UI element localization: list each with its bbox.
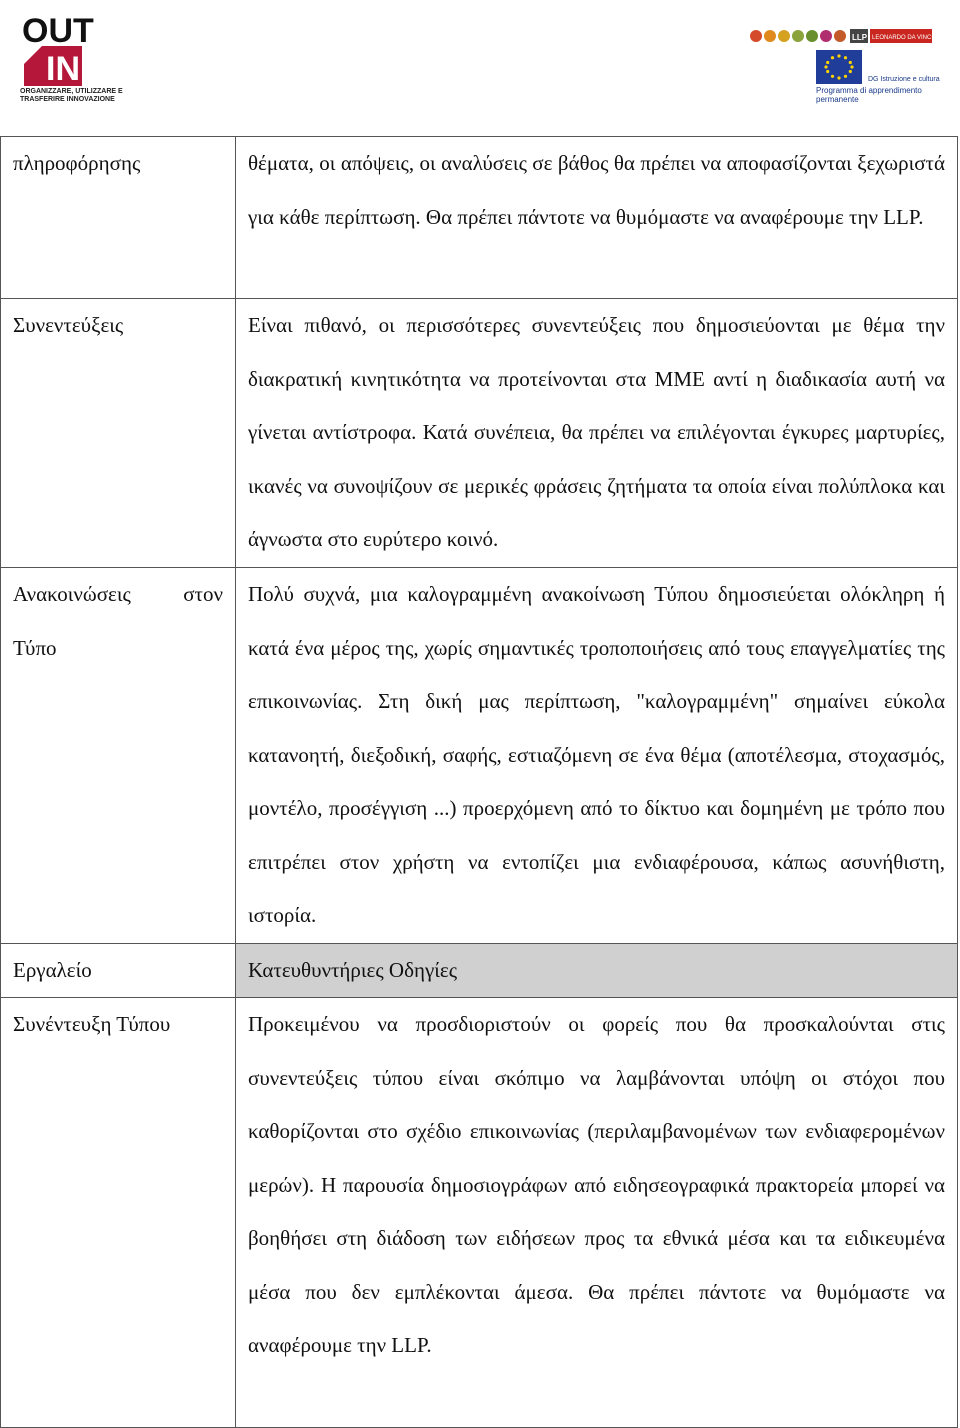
row-label bbox=[1, 568, 236, 944]
row-label-part: στον bbox=[183, 582, 223, 606]
outin-tagline: ORGANIZZARE, UTILIZZARE E TRASFERIRE INNOVAZIONE bbox=[20, 88, 123, 103]
row-label: πληροφόρησης bbox=[1, 137, 236, 299]
eu-program-logo bbox=[816, 50, 940, 108]
table-row bbox=[1, 998, 958, 1428]
outin-word-out: OUT bbox=[22, 12, 94, 50]
llp-logo-strip bbox=[748, 26, 934, 46]
row-label-part: Ανακοινώσεις bbox=[13, 582, 131, 606]
row-label-line bbox=[13, 568, 223, 622]
table-row bbox=[1, 137, 958, 299]
eu-program-caption bbox=[816, 86, 922, 104]
row-label-part: Τύπο bbox=[13, 635, 57, 660]
table-row bbox=[1, 299, 958, 568]
eu-dg-label: DG Istruzione e cultura bbox=[868, 76, 940, 83]
row-label: Εργαλείο bbox=[1, 943, 236, 998]
row-text: Κατευθυντήριες Οδηγίες bbox=[236, 943, 958, 998]
eu-caption-line1: Programma di apprendimento bbox=[816, 86, 922, 95]
row-text: Είναι πιθανό, οι περισσότερες συνεντεύξεις που δημοσιεύονται με θέμα την διακρατική κινητικότητα να προτείνονται στα ΜΜΕ αντί η διαδικασία αυτή να γίνεται αντίστροφα. Κατά συνέπεια, θα πρέπει να επιλέγονται έγκυρες μαρτυρίες, ικανές να συνοψίζουν σε μερικές φράσεις ζητήματα τα οποία είναι πολύπλοκα και άγνωστα στο ευρύτερο κοινό. bbox=[236, 299, 958, 568]
table-row bbox=[1, 943, 958, 998]
table-row bbox=[1, 568, 958, 944]
eu-flag-icon bbox=[816, 50, 862, 84]
row-label: Συνεντεύξεις bbox=[1, 299, 236, 568]
row-text: θέματα, οι απόψεις, οι αναλύσεις σε βάθος θα πρέπει να αποφασίζονται ξεχωριστά για κάθε περίπτωση. Θα πρέπει πάντοτε να θυμόμαστε να αναφέρουμε την LLP. bbox=[236, 137, 958, 299]
content-table bbox=[0, 136, 958, 1428]
row-label: Συνέντευξη Τύπου bbox=[1, 998, 236, 1428]
outin-word-in: IN bbox=[46, 50, 80, 88]
row-text: Πολύ συχνά, μια καλογραμμένη ανακοίνωση Τύπου δημοσιεύεται ολόκληρη ή κατά ένα μέρος της, χωρίς σημαντικές τροποποιήσεις από τους επαγγελματίες της επικοινωνίας. Στη δική μας περίπτωση, "καλογραμμένη" σημαίνει εύκολα κατανοητή, διεξοδική, σαφής, εστιαζόμενη σε ένα θέμα (αποτέλεσμα, στοχασμός, μοντέλο, προσέγγιση ...) προερχόμενη από το δίκτυο και δομημένη με τρόπο που επιτρέπει στον χρήστη να εντοπίζει μια ενδιαφέρουσα, κάπως ασυνήθιστη, ιστορία. bbox=[236, 568, 958, 944]
row-text: Προκειμένου να προσδιοριστούν οι φορείς που θα προσκαλούνται στις συνεντεύξεις τύπου είναι σκόπιμο να λαμβάνονται υπόψη οι στόχοι που καθορίζονται στο σχέδιο επικοινωνίας (περιλαμβανομένων των ενδιαφερομένων μερών). Η παρουσία δημοσιογράφων από ειδησεογραφικά πρακτορεία μπορεί να βοηθήσει στη διάδοση των ειδήσεων προς τα εθνικά μέσα και τα ειδικευμένα μέσα που δεν εμπλέκονται άμεσα. Θα πρέπει πάντοτε να θυμόμαστε να αναφέρουμε την LLP. bbox=[236, 998, 958, 1428]
llp-program-label: LLP bbox=[852, 33, 868, 42]
llp-program-name: LEONARDO DA VINCI bbox=[872, 35, 934, 41]
page-header bbox=[0, 0, 960, 136]
eu-caption-line2: permanente bbox=[816, 95, 859, 104]
